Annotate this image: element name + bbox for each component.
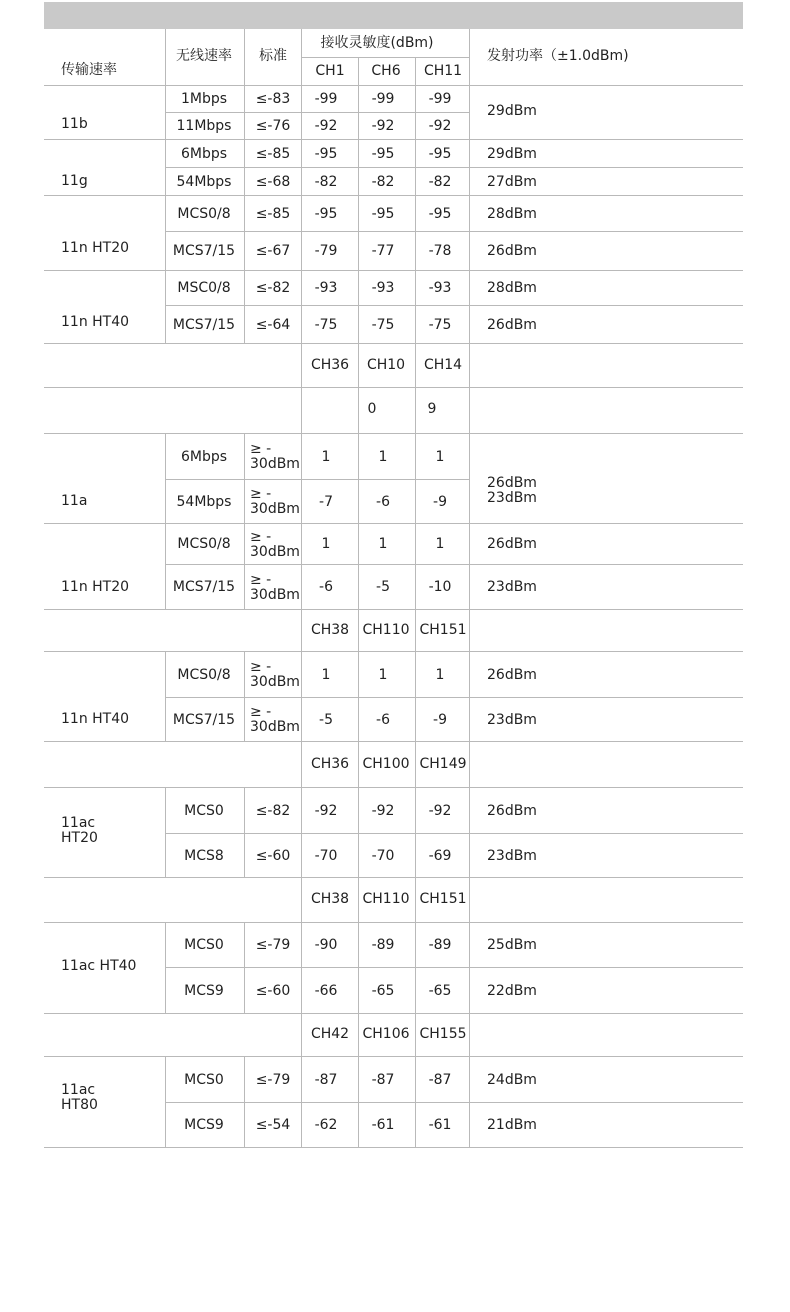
channel-label: CH151 — [419, 622, 467, 638]
rx-sensitivity-cell: -95 — [428, 146, 452, 162]
header-bottom-line — [44, 85, 743, 86]
group-bottom-line — [44, 523, 743, 524]
grid-line — [469, 433, 470, 523]
rx-sensitivity-cell: -75 — [314, 317, 338, 333]
grid-line — [415, 433, 416, 523]
rx-sensitivity-cell: -99 — [371, 91, 395, 107]
grid-line — [415, 57, 416, 85]
wireless-rate-cell: MCS7/15 — [172, 579, 236, 595]
channel-label: CH10 — [366, 357, 406, 373]
grid-line — [415, 651, 416, 741]
rx-sensitivity-cell: -87 — [314, 1072, 338, 1088]
wireless-rate-cell: 1Mbps — [180, 91, 228, 107]
group-mode-label: 11n HT40 — [61, 711, 130, 727]
grid-line — [469, 523, 470, 609]
grid-line — [358, 1056, 359, 1147]
table-title-bar — [44, 2, 743, 29]
standard-cell: ≥ - 30dBm — [250, 704, 300, 735]
rx-sensitivity-cell: -5 — [319, 712, 333, 728]
grid-line — [469, 787, 470, 877]
rx-sensitivity-cell: -92 — [371, 118, 395, 134]
tx-power-cell: 26dBm 23dBm — [487, 475, 537, 506]
tx-power-cell: 26dBm — [487, 667, 537, 683]
standard-cell: ≥ - 30dBm — [250, 441, 300, 472]
grid-line — [358, 85, 359, 139]
wireless-rate-cell: MCS0/8 — [177, 206, 231, 222]
tx-power-cell: 23dBm — [487, 712, 537, 728]
tx-power-cell: 26dBm — [487, 243, 537, 259]
standard-cell: ≤-67 — [255, 243, 291, 259]
wireless-rate-cell: MCS7/15 — [172, 712, 236, 728]
tx-power-cell: 26dBm — [487, 317, 537, 333]
rx-sensitivity-cell: -6 — [376, 712, 390, 728]
grid-line — [358, 1013, 359, 1056]
grid-line — [415, 922, 416, 1013]
wireless-rate-cell: MSC0/8 — [177, 280, 231, 296]
group-mode-label: 11ac HT40 — [61, 958, 137, 974]
grid-line — [358, 433, 359, 523]
tx-power-cell: 29dBm — [487, 103, 537, 119]
grid-line — [244, 85, 245, 139]
row-divider — [165, 1102, 743, 1103]
grid-line — [165, 270, 166, 343]
rx-sensitivity-cell: -9 — [433, 712, 447, 728]
channel-label: CH106 — [362, 1026, 410, 1042]
grid-line — [244, 523, 245, 609]
channel-row-bottom-line — [44, 433, 743, 434]
tx-power-cell: 26dBm — [487, 803, 537, 819]
channel-row-bottom-line — [44, 651, 743, 652]
grid-line — [301, 139, 302, 195]
rx-sensitivity-cell: 1 — [321, 667, 331, 683]
standard-cell: ≤-83 — [255, 91, 291, 107]
col-header-wireless-rate: 无线速率 — [176, 48, 232, 64]
grid-line — [165, 433, 166, 523]
group-bottom-line — [44, 1013, 743, 1014]
grid-line — [165, 139, 166, 195]
grid-line — [244, 1056, 245, 1147]
grid-line — [469, 1013, 470, 1056]
grid-line — [301, 270, 302, 343]
grid-line — [301, 1013, 302, 1056]
grid-line — [469, 270, 470, 343]
tx-power-cell: 21dBm — [487, 1117, 537, 1133]
wireless-rate-cell: 6Mbps — [180, 146, 228, 162]
rx-sensitivity-cell: 1 — [378, 667, 388, 683]
grid-line — [415, 877, 416, 922]
grid-line — [415, 195, 416, 270]
standard-cell: ≤-64 — [255, 317, 291, 333]
rx-sensitivity-cell: -78 — [428, 243, 452, 259]
channel-label: CH36 — [310, 756, 350, 772]
wireless-rate-cell: 54Mbps — [176, 174, 232, 190]
grid-line — [244, 651, 245, 741]
rx-sensitivity-cell: -92 — [428, 803, 452, 819]
rx-sensitivity-cell: -82 — [428, 174, 452, 190]
tx-power-cell: 22dBm — [487, 983, 537, 999]
standard-cell: ≤-79 — [255, 1072, 291, 1088]
standard-cell: ≤-60 — [255, 983, 291, 999]
rx-sensitivity-cell: -66 — [314, 983, 338, 999]
grid-line — [165, 523, 166, 609]
grid-line — [165, 787, 166, 877]
standard-cell: ≤-79 — [255, 937, 291, 953]
tx-power-cell: 28dBm — [487, 280, 537, 296]
rx-sensitivity-cell: -10 — [428, 579, 452, 595]
rx-sensitivity-cell: -7 — [319, 494, 333, 510]
grid-line — [358, 343, 359, 387]
rx-sensitivity-cell: -89 — [371, 937, 395, 953]
rx-sensitivity-cell: 1 — [435, 667, 445, 683]
wireless-rate-cell: MCS9 — [184, 983, 224, 999]
group-mode-label: 11ac HT80 — [61, 1082, 98, 1113]
grid-line — [165, 85, 166, 139]
grid-line — [469, 877, 470, 922]
channel-row-bottom-line — [44, 387, 743, 388]
grid-line — [301, 433, 302, 523]
rx-sensitivity-cell: -89 — [428, 937, 452, 953]
rx-sensitivity-cell: -65 — [428, 983, 452, 999]
channel-label: CH110 — [362, 622, 410, 638]
group-bottom-line — [44, 343, 743, 344]
grid-line — [165, 651, 166, 741]
rx-sensitivity-cell: -62 — [314, 1117, 338, 1133]
grid-line — [358, 523, 359, 609]
standard-cell: ≤-85 — [255, 146, 291, 162]
rx-sensitivity-cell: -82 — [371, 174, 395, 190]
wireless-rate-cell: 11Mbps — [176, 118, 232, 134]
grid-line — [358, 787, 359, 877]
group-mode-label: 11g — [61, 173, 88, 189]
standard-cell: ≥ - 30dBm — [250, 572, 300, 603]
grid-line — [415, 85, 416, 139]
rx-sensitivity-cell: -70 — [314, 848, 338, 864]
rx-sensitivity-cell: -77 — [371, 243, 395, 259]
grid-line — [358, 195, 359, 270]
standard-cell: ≥ - 30dBm — [250, 529, 300, 560]
rx-sensitivity-cell: -95 — [371, 206, 395, 222]
row-divider — [165, 967, 743, 968]
grid-line — [469, 1056, 470, 1147]
rx-sensitivity-cell: -87 — [428, 1072, 452, 1088]
header-divider — [301, 57, 469, 58]
rx-sensitivity-cell: -9 — [433, 494, 447, 510]
grid-line — [358, 609, 359, 651]
col-header-channel: CH11 — [423, 63, 463, 79]
channel-label: CH149 — [419, 756, 467, 772]
rx-sensitivity-cell: 1 — [435, 536, 445, 552]
wireless-rate-cell: MCS9 — [184, 1117, 224, 1133]
grid-line — [301, 651, 302, 741]
grid-line — [301, 85, 302, 139]
grid-line — [469, 343, 470, 387]
channel-label: CH42 — [310, 1026, 350, 1042]
channel-label-cont: 9 — [427, 401, 437, 417]
col-header-standard: 标准 — [259, 48, 287, 64]
rx-sensitivity-cell: -5 — [376, 579, 390, 595]
group-mode-label: 11n HT20 — [61, 240, 130, 256]
group-mode-label: 11a — [61, 493, 88, 509]
channel-label: CH155 — [419, 1026, 467, 1042]
row-divider — [165, 479, 469, 480]
row-divider — [165, 697, 743, 698]
grid-line — [469, 651, 470, 741]
grid-line — [165, 922, 166, 1013]
grid-line — [301, 29, 302, 85]
row-divider — [165, 231, 743, 232]
grid-line — [415, 609, 416, 651]
row-divider — [165, 305, 743, 306]
group-bottom-line — [44, 609, 743, 610]
grid-line — [469, 29, 470, 85]
grid-line — [301, 523, 302, 609]
grid-line — [415, 523, 416, 609]
col-header-transport-rate: 传输速率 — [61, 62, 117, 78]
rx-sensitivity-cell: -95 — [314, 146, 338, 162]
grid-line — [415, 1013, 416, 1056]
grid-line — [244, 139, 245, 195]
rx-sensitivity-cell: 1 — [321, 449, 331, 465]
grid-line — [358, 270, 359, 343]
rx-sensitivity-cell: -95 — [428, 206, 452, 222]
tx-power-cell: 26dBm — [487, 536, 537, 552]
standard-cell: ≤-76 — [255, 118, 291, 134]
row-divider — [165, 564, 743, 565]
wireless-rate-cell: MCS0/8 — [177, 667, 231, 683]
grid-line — [415, 741, 416, 787]
channel-label: CH110 — [362, 891, 410, 907]
channel-label: CH38 — [310, 622, 350, 638]
rx-sensitivity-cell: -99 — [314, 91, 338, 107]
rx-sensitivity-cell: -99 — [428, 91, 452, 107]
channel-label-cont: 0 — [367, 401, 377, 417]
group-mode-label: 11n HT20 — [61, 579, 130, 595]
rx-sensitivity-cell: -61 — [428, 1117, 452, 1133]
grid-line — [415, 1056, 416, 1147]
channel-row-bottom-line — [44, 922, 743, 923]
grid-line — [244, 922, 245, 1013]
channel-label: CH38 — [310, 891, 350, 907]
group-bottom-line — [44, 1147, 743, 1148]
group-mode-label: 11b — [61, 116, 88, 132]
grid-line — [358, 651, 359, 741]
grid-line — [469, 609, 470, 651]
group-bottom-line — [44, 270, 743, 271]
grid-line — [415, 139, 416, 195]
rx-sensitivity-cell: -92 — [428, 118, 452, 134]
grid-line — [301, 787, 302, 877]
rx-sensitivity-cell: -92 — [314, 118, 338, 134]
wireless-rate-cell: 6Mbps — [180, 449, 228, 465]
channel-label: CH151 — [419, 891, 467, 907]
rx-sensitivity-cell: -87 — [371, 1072, 395, 1088]
grid-line — [358, 922, 359, 1013]
row-divider — [165, 833, 743, 834]
rx-sensitivity-cell: -75 — [371, 317, 395, 333]
grid-line — [301, 877, 302, 922]
rx-sensitivity-cell: -92 — [314, 803, 338, 819]
rx-sensitivity-cell: -93 — [314, 280, 338, 296]
rx-sensitivity-cell: -6 — [319, 579, 333, 595]
grid-line — [469, 85, 470, 139]
rx-sensitivity-cell: 1 — [435, 449, 445, 465]
wireless-rate-cell: MCS7/15 — [172, 243, 236, 259]
col-header-rx-sensitivity: 接收灵敏度(dBm) — [320, 35, 434, 51]
grid-line — [469, 387, 470, 433]
wireless-rate-cell: MCS0 — [184, 803, 224, 819]
standard-cell: ≤-68 — [255, 174, 291, 190]
grid-line — [358, 57, 359, 85]
rx-sensitivity-cell: -6 — [376, 494, 390, 510]
grid-line — [415, 343, 416, 387]
grid-line — [358, 877, 359, 922]
grid-line — [244, 433, 245, 523]
grid-line — [301, 922, 302, 1013]
rx-sensitivity-cell: -90 — [314, 937, 338, 953]
rx-sensitivity-cell: -61 — [371, 1117, 395, 1133]
group-bottom-line — [44, 195, 743, 196]
grid-line — [244, 195, 245, 270]
channel-label: CH36 — [310, 357, 350, 373]
tx-power-cell: 28dBm — [487, 206, 537, 222]
grid-line — [165, 29, 166, 85]
rx-sensitivity-cell: 1 — [378, 449, 388, 465]
rx-sensitivity-cell: -95 — [314, 206, 338, 222]
col-header-channel: CH1 — [315, 63, 345, 79]
standard-cell: ≤-60 — [255, 848, 291, 864]
rx-sensitivity-cell: -93 — [428, 280, 452, 296]
tx-power-cell: 23dBm — [487, 848, 537, 864]
tx-power-cell: 27dBm — [487, 174, 537, 190]
rx-sensitivity-cell: -92 — [371, 803, 395, 819]
grid-line — [244, 29, 245, 85]
grid-line — [301, 609, 302, 651]
grid-line — [415, 787, 416, 877]
tx-power-cell: 29dBm — [487, 146, 537, 162]
standard-cell: ≤-82 — [255, 280, 291, 296]
grid-line — [469, 922, 470, 1013]
rx-sensitivity-cell: -69 — [428, 848, 452, 864]
rx-sensitivity-cell: -95 — [371, 146, 395, 162]
rx-sensitivity-cell: -70 — [371, 848, 395, 864]
grid-line — [301, 343, 302, 387]
row-divider — [165, 167, 743, 168]
standard-cell: ≤-54 — [255, 1117, 291, 1133]
standard-cell: ≥ - 30dBm — [250, 486, 300, 517]
group-bottom-line — [44, 877, 743, 878]
tx-power-cell: 23dBm — [487, 579, 537, 595]
row-divider — [165, 112, 469, 113]
rx-sensitivity-cell: -65 — [371, 983, 395, 999]
wireless-rate-cell: MCS7/15 — [172, 317, 236, 333]
grid-line — [244, 270, 245, 343]
wireless-rate-cell: MCS0/8 — [177, 536, 231, 552]
channel-row-bottom-line — [44, 1056, 743, 1057]
wireless-rate-cell: MCS0 — [184, 937, 224, 953]
col-header-tx-power: 发射功率（±1.0dBm) — [487, 48, 629, 64]
wireless-rate-cell: MCS0 — [184, 1072, 224, 1088]
group-mode-label: 11ac HT20 — [61, 815, 98, 846]
standard-cell: ≤-82 — [255, 803, 291, 819]
grid-line — [469, 195, 470, 270]
grid-line — [469, 741, 470, 787]
rx-sensitivity-cell: -79 — [314, 243, 338, 259]
wireless-rate-cell: MCS8 — [184, 848, 224, 864]
group-bottom-line — [44, 741, 743, 742]
rx-sensitivity-cell: 1 — [321, 536, 331, 552]
group-mode-label: 11n HT40 — [61, 314, 130, 330]
wireless-rate-cell: 54Mbps — [176, 494, 232, 510]
grid-line — [358, 387, 359, 433]
rx-sensitivity-cell: -82 — [314, 174, 338, 190]
grid-line — [469, 139, 470, 195]
rx-sensitivity-cell: -93 — [371, 280, 395, 296]
grid-line — [301, 387, 302, 433]
grid-line — [358, 139, 359, 195]
grid-line — [244, 787, 245, 877]
grid-line — [415, 270, 416, 343]
rx-sensitivity-cell: 1 — [378, 536, 388, 552]
grid-line — [358, 741, 359, 787]
standard-cell: ≤-85 — [255, 206, 291, 222]
channel-row-bottom-line — [44, 787, 743, 788]
channel-label: CH14 — [423, 357, 463, 373]
group-bottom-line — [44, 139, 743, 140]
tx-power-cell: 25dBm — [487, 937, 537, 953]
grid-line — [301, 195, 302, 270]
channel-label: CH100 — [362, 756, 410, 772]
grid-line — [301, 1056, 302, 1147]
grid-line — [415, 387, 416, 433]
tx-power-cell: 24dBm — [487, 1072, 537, 1088]
grid-line — [165, 195, 166, 270]
rx-sensitivity-cell: -75 — [428, 317, 452, 333]
standard-cell: ≥ - 30dBm — [250, 659, 300, 690]
col-header-channel: CH6 — [371, 63, 401, 79]
grid-line — [165, 1056, 166, 1147]
grid-line — [301, 741, 302, 787]
